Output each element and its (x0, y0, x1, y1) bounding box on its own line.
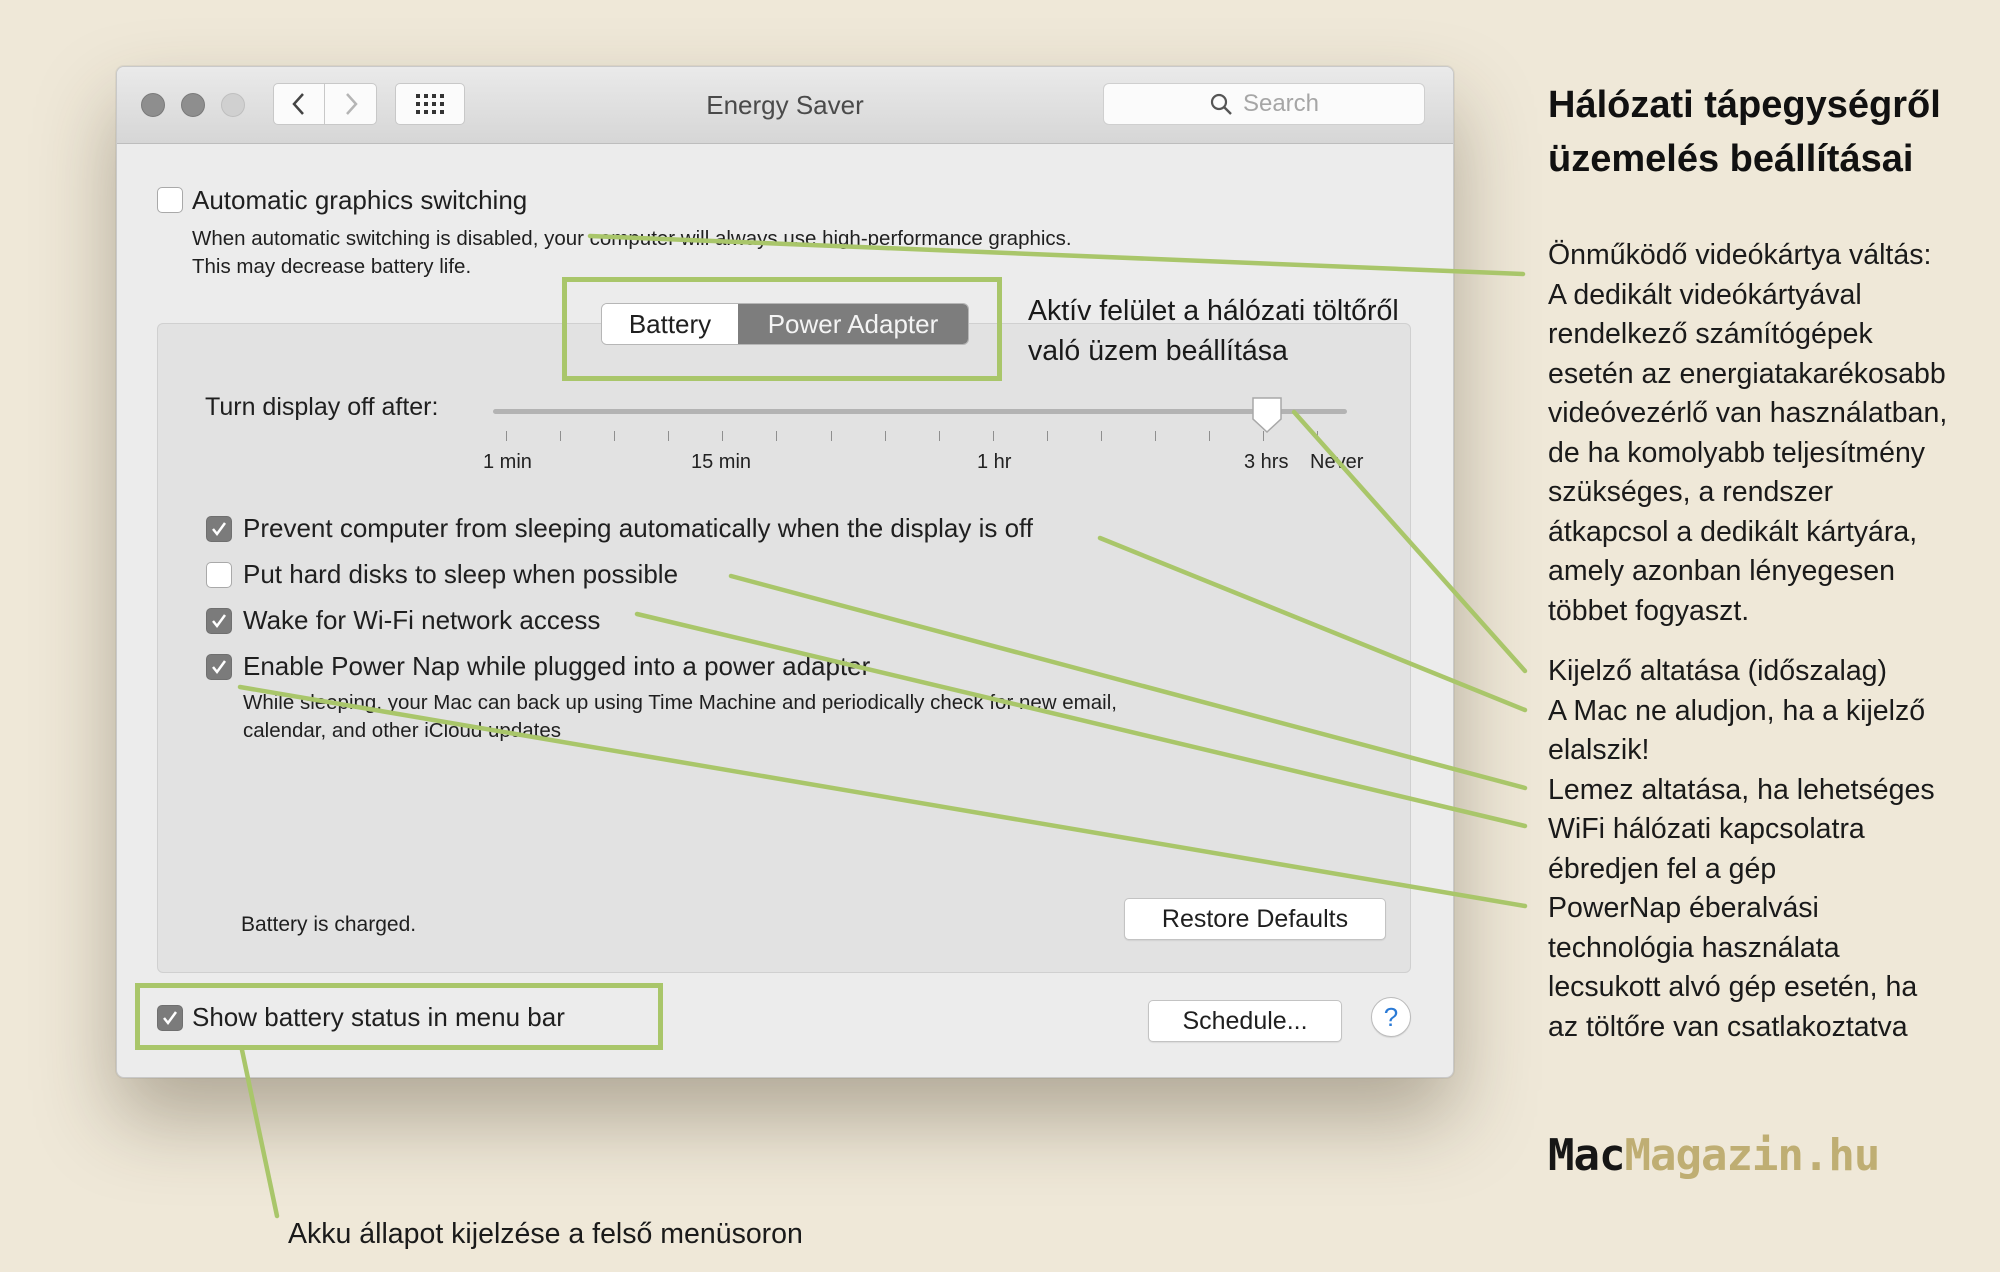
callout-line-gpu (590, 236, 1523, 274)
note-line: PowerNap éberalvási (1548, 892, 1819, 924)
menubar-note: Akku állapot kijelzése a felső menüsoron (288, 1218, 803, 1250)
callout-line-prevent-sleep (1100, 538, 1525, 710)
note-line: technológia használata (1548, 931, 1840, 964)
gpu-note (1548, 236, 1947, 631)
gpu-note-line: esetén az energiatakarékosabb (1548, 357, 1946, 390)
annotation-heading (1548, 78, 1941, 186)
note-line: Kijelző altatása (időszalag) (1548, 655, 1888, 687)
gpu-note-line: de ha komolyabb teljesítmény (1548, 436, 1926, 469)
display-off-label: Turn display off after: (205, 393, 439, 421)
tick-label-15min: 15 min (691, 451, 752, 473)
help-button[interactable]: ? (1371, 997, 1411, 1037)
gpu-note-line: Önműködő videókártya váltás: (1548, 239, 1932, 271)
settings-notes (1548, 652, 1935, 1047)
gpu-note-line: többet fogyaszt. (1548, 594, 1750, 627)
callout-line-wifi (637, 614, 1525, 826)
battery-status-text: Battery is charged. (241, 913, 417, 936)
note-line: A Mac ne aludjon, ha a kijelző (1548, 694, 1926, 727)
window-title: Energy Saver (706, 90, 864, 120)
heading-line1: Hálózati tápegységről (1548, 84, 1941, 126)
heading-line2: üzemelés beállításai (1548, 138, 1914, 180)
callout-line-powernap (240, 687, 1525, 906)
disk-sleep-label: Put hard disks to sleep when possible (243, 559, 679, 589)
tab-power-adapter[interactable]: Power Adapter (738, 304, 968, 344)
tick-label-1hr: 1 hr (977, 451, 1012, 473)
show-battery-label: Show battery status in menu bar (192, 1002, 565, 1032)
gpu-note-line: A dedikált videókártyával (1548, 278, 1862, 311)
callout-line-disks (731, 576, 1525, 788)
note-line: lecsukott alvó gép esetén, ha (1548, 971, 1918, 1003)
tick-label-3hrs: 3 hrs (1244, 451, 1289, 473)
power-nap-note-line2: calendar, and other iCloud updates (243, 719, 561, 742)
search-placeholder: Search (1242, 90, 1320, 117)
gpu-note-line: szükséges, a rendszer (1548, 476, 1834, 508)
note-line: ébredjen fel a gép (1548, 852, 1777, 885)
brand-logo (1548, 1130, 1879, 1181)
tick-label-1min: 1 min (483, 451, 532, 473)
tick-label-never: Never (1310, 451, 1364, 473)
restore-defaults-button[interactable]: Restore Defaults (1124, 898, 1386, 940)
wifi-wake-label: Wake for Wi-Fi network access (243, 605, 601, 635)
gpu-note-line: amely azonban lényegesen (1548, 555, 1895, 587)
graphics-description-line1: When automatic switching is disabled, your computer will always use high-performance graphics. (192, 227, 1072, 250)
note-line: az töltőre van csatlakoztatva (1548, 1010, 1908, 1043)
power-nap-label: Enable Power Nap while plugged into a power adapter (243, 651, 871, 681)
note-line: WiFi hálózati kapcsolatra (1548, 813, 1865, 845)
tabs-note-line1: Aktív felület a hálózati töltőről (1028, 295, 1399, 327)
note-line: Lemez altatása, ha lehetséges (1548, 773, 1935, 806)
graphics-description-line2: This may decrease battery life. (192, 255, 472, 278)
graphics-switching-label: Automatic graphics switching (192, 185, 528, 215)
gpu-note-line: rendelkező számítógépek (1548, 318, 1873, 350)
brand-part2: Magazin.hu (1624, 1130, 1880, 1181)
prevent-sleep-label: Prevent computer from sleeping automatically when the display is off (243, 513, 1034, 543)
note-line: elalszik! (1548, 734, 1650, 766)
schedule-button[interactable]: Schedule... (1148, 1000, 1342, 1042)
tabs-note-line2: való üzem beállítása (1028, 335, 1288, 367)
callout-line-menubar (242, 1050, 277, 1216)
power-nap-note-line1: While sleeping, your Mac can back up using Time Machine and periodically check for new email, (243, 691, 1117, 714)
brand-part1: Mac (1548, 1130, 1625, 1181)
gpu-note-line: átkapcsol a dedikált kártyára, (1548, 515, 1918, 548)
tab-battery[interactable]: Battery (602, 304, 738, 344)
gpu-note-line: videóvezérlő van használatban, (1548, 397, 1948, 429)
